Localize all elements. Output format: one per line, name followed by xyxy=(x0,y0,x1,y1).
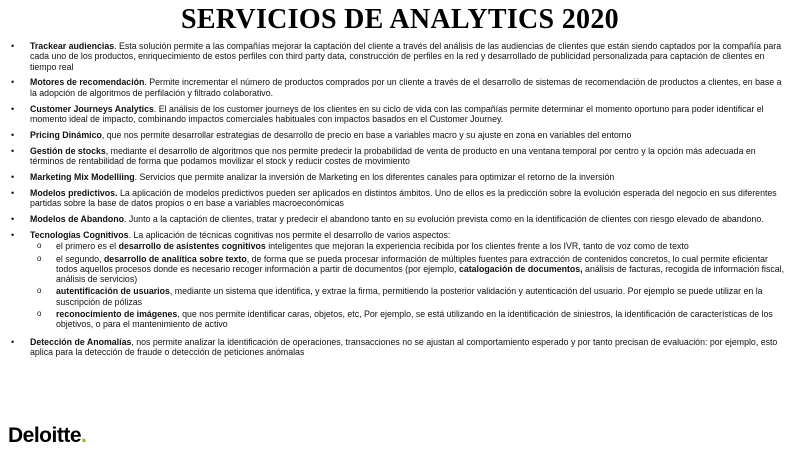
item-text: La aplicación de modelos predictivos pueden ser aplicados en distintos ámbitos. Uno de ellos es la predicción sobre la evolución esperada del negocio en sus diferentes partidas sobre la base de datos propios o en base a variables macroeconómicas xyxy=(30,187,777,209)
circle-bullet-icon: o xyxy=(37,253,42,263)
services-list xyxy=(10,41,786,363)
sub-list-item xyxy=(30,254,786,285)
item-text: , mediante el desarrollo de algoritmos que nos permite predecir la probabilidad de venta de producto en una ventana temporal por centro y la opción más adecuada en términos de rentabilidad de forma que podamos movilizar el stock y reducir costes de movimiento xyxy=(30,145,756,167)
sub-item-text: inteligentes que mejoran la experiencia recibida por los clientes frente a los IVR, tanto de voz como de texto xyxy=(265,241,689,252)
item-term: Pricing Dinámico xyxy=(30,129,102,140)
bullet-icon: • xyxy=(11,214,15,225)
sub-item-pre: el segundo, xyxy=(56,253,104,264)
list-item xyxy=(10,146,786,167)
sub-item-text-2: análisis de facturas, recogida de información fiscal, análisis de servicios) xyxy=(56,263,785,285)
sub-item-text: , mediante un sistema que identifica, y extrae la firma, permitiendo la posterior validación y autenticación del usuario. Por ejemplo se puede utilizar en la suscripción de pólizas xyxy=(56,286,763,307)
item-text: . Servicios que permite analizar la inversión de Marketing en los diferentes canales para optimizar el retorno de la inversión xyxy=(134,171,615,182)
list-item xyxy=(10,172,786,182)
item-text: . Permite incrementar el número de productos comprados por un cliente a través de el desarrollo de sistemas de recomendación de productos a clientes, en base a la adopción de algoritmos de perfilación y filtrado colaborativo. xyxy=(30,77,782,98)
item-term: Modelos de Abandono xyxy=(30,214,124,225)
bullet-icon: • xyxy=(11,129,15,140)
item-text: , nos permite analizar la identificación de operaciones, transacciones no se ajustan al comportamiento esperado y por tanto precisan de evaluación: por ejemplo, esto aplica para la detección de fraude o detección de peticiones anómalas xyxy=(30,336,778,357)
item-term: Marketing Mix Modelliing xyxy=(30,171,135,182)
list-item xyxy=(10,188,786,209)
sub-item-pre: el primero es el xyxy=(56,241,119,252)
list-item xyxy=(10,41,786,72)
item-text: . Junto a la captación de clientes, tratar y predecir el abandono tanto en su evolución prevista como en la identificación de clientes con riesgo elevado de abandono. xyxy=(124,214,764,225)
sub-item-term: desarrollo de analítica sobre texto xyxy=(103,253,247,264)
sub-item-text: , que nos permite identificar caras, objetos, etc, Por ejemplo, se está utilizando en la identificación de siniestros, la identificación de características de los objetivos, o para el mantenimiento de activo xyxy=(56,308,773,330)
bullet-icon: • xyxy=(11,77,15,88)
item-term: Trackear audiencias xyxy=(30,41,115,51)
cognitive-sublist xyxy=(30,241,786,329)
circle-bullet-icon: o xyxy=(37,308,42,318)
list-item xyxy=(10,104,786,125)
deloitte-logo xyxy=(8,424,86,448)
bullet-icon: • xyxy=(11,171,15,182)
bullet-icon: • xyxy=(11,187,15,198)
list-item xyxy=(10,337,786,358)
sub-item-term: desarrollo de asistentes cognitivos xyxy=(118,241,266,252)
bullet-icon: • xyxy=(11,336,15,347)
bullet-icon: • xyxy=(11,145,15,156)
bullet-icon: • xyxy=(11,41,15,51)
sub-item-term: reconocimiento de imágenes xyxy=(56,308,178,319)
circle-bullet-icon: o xyxy=(37,241,42,251)
item-text: . La aplicación de técnicas cognitivas nos permite el desarrollo de varios aspectos: xyxy=(128,229,451,240)
item-term: Tecnologías Cognitivos xyxy=(30,229,129,240)
item-term: Gestión de stocks xyxy=(30,145,106,156)
logo-text: Deloitte xyxy=(8,424,82,447)
sub-list-item xyxy=(30,309,786,330)
bullet-icon: • xyxy=(11,103,15,114)
list-item xyxy=(10,130,786,140)
list-item xyxy=(10,214,786,224)
logo-dot: . xyxy=(81,424,87,447)
item-text: . Esta solución permite a las compañías mejorar la captación del cliente a través del análisis de las audiencias de clientes que están siendo captados por la compañía para cada uno de los productos, enriquecimiento de estos perfiles con third party data, construcción de perfiles en la red y desarrollado de publicidad personalizada para captación de clientes en tiempo real xyxy=(30,41,782,72)
list-item-cognitive xyxy=(10,230,786,330)
item-term: Detección de Anomalías xyxy=(30,336,132,347)
sub-item-text: , de forma que se pueda procesar información de múltiples fuentes para extracción de contenidos concretos, lo cual permite eficientar todos aquellos procesos donde es necesario recoger información a partir de documentos (por ejemplo, xyxy=(56,253,768,274)
sub-item-term-2: catalogación de documentos, xyxy=(458,263,583,274)
item-term: Motores de recomendación xyxy=(30,77,145,88)
sub-list-item xyxy=(30,241,786,251)
item-term: Modelos predictivos. xyxy=(30,187,118,198)
item-term: Customer Journeys Analytics xyxy=(30,103,154,114)
circle-bullet-icon: o xyxy=(37,286,42,296)
list-item xyxy=(10,77,786,98)
page-title: SERVICIOS DE ANALYTICS 2020 xyxy=(181,4,619,35)
sub-item-term: autentificación de usuarios xyxy=(56,286,170,297)
item-text: . El análisis de los customer journeys de los clientes en su ciclo de vida con las compañías permite determinar el momento oportuno para poder identificar el momento ideal de impacto, combinando impactos comerciales habituales con impactos basados en el Customer Journey. xyxy=(30,103,764,124)
bullet-icon: • xyxy=(11,229,15,240)
sub-list-item xyxy=(30,286,786,307)
item-text: , que nos permite desarrollar estrategias de desarrollo de precio en base a variables macro y su ajuste en zona en variables del entorno xyxy=(101,129,632,140)
